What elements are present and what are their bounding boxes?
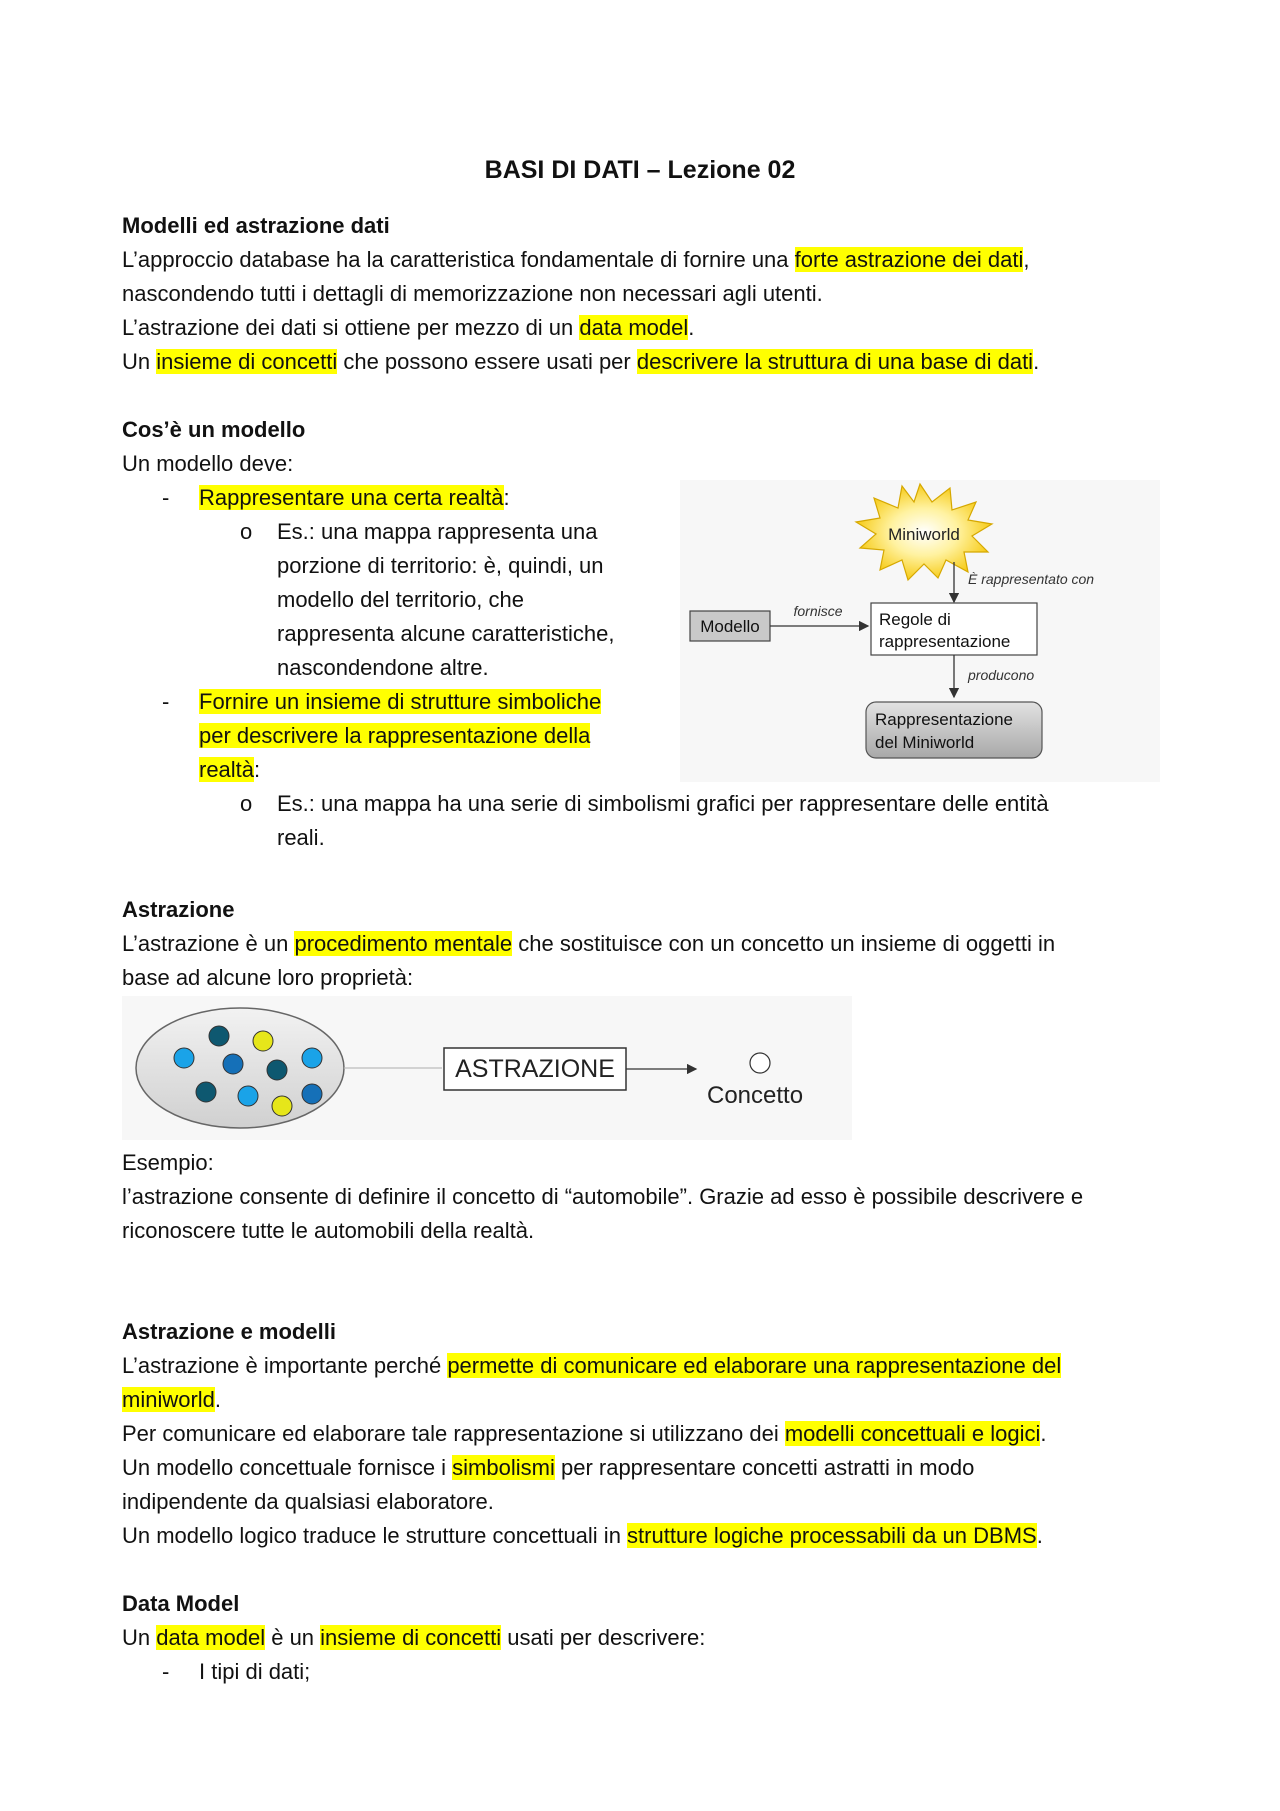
bullet-item-cont (199, 719, 590, 753)
sub-bullet-marker: o (240, 791, 253, 816)
text: Un modello concettuale fornisce i (122, 1455, 453, 1480)
highlighted-text: data model (156, 1625, 266, 1650)
highlighted-text: Fornire un insieme di strutture simboliche (199, 689, 602, 714)
producono-label: producono (968, 667, 1035, 683)
dash-bullet: - (162, 485, 170, 510)
abstraction-figure (122, 996, 852, 1140)
highlighted-text: insieme di concetti (320, 1625, 502, 1650)
paragraph-line (122, 243, 1029, 277)
text: per rappresentare concetti astratti in modo (554, 1455, 975, 1480)
abstraction-figure-svg (122, 996, 852, 1140)
paragraph-line (122, 1621, 705, 1655)
text: che possono essere usati per (337, 349, 637, 374)
object-dot (267, 1060, 287, 1080)
concept-circle (750, 1053, 770, 1073)
miniworld-label: Miniworld (888, 525, 960, 544)
sub-bullet-line: Es.: una mappa ha una serie di simbolismi grafici per rappresentare delle entità (277, 791, 1049, 816)
paragraph-line: riconoscere tutte le automobili della realtà. (122, 1218, 535, 1243)
heading-modelli-astrazione: Modelli ed astrazione dati (122, 213, 390, 238)
object-dot (302, 1048, 322, 1068)
highlighted-text: data model (579, 315, 689, 340)
object-dot (272, 1096, 292, 1116)
heading-astrazione: Astrazione (122, 897, 235, 922)
dash-bullet: - (162, 1659, 170, 1684)
paragraph-line (122, 1417, 1047, 1451)
object-dot (253, 1031, 273, 1051)
paragraph-line: indipendente da qualsiasi elaboratore. (122, 1489, 494, 1514)
highlighted-text: realtà (199, 757, 255, 782)
paragraph-line: nascondendo tutti i dettagli di memorizzazione non necessari agli utenti. (122, 281, 823, 306)
sub-bullet-marker: o (240, 519, 253, 544)
sub-bullet-line: nascondendone altre. (277, 655, 489, 680)
paragraph-line (122, 345, 1039, 379)
text: L’astrazione è un (122, 931, 295, 956)
text: Un (122, 1625, 157, 1650)
text: . (214, 1387, 222, 1412)
sub-bullet-line: Es.: una mappa rappresenta una (277, 519, 598, 544)
object-dot (223, 1054, 243, 1074)
bullet-item (199, 481, 510, 515)
fornisce-label: fornisce (793, 603, 843, 619)
text: , (1023, 247, 1030, 272)
text: è un (265, 1625, 321, 1650)
highlighted-text: descrivere la struttura di una base di dati (636, 349, 1034, 374)
paragraph-line: base ad alcune loro proprietà: (122, 965, 414, 990)
sub-bullet-line: reali. (277, 825, 325, 850)
paragraph-line (122, 1519, 1043, 1553)
paragraph-line (122, 1383, 221, 1417)
text: Un (122, 349, 157, 374)
concetto-label: Concetto (707, 1082, 804, 1109)
bullet-item: I tipi di dati; (199, 1659, 311, 1684)
paragraph-line: Esempio: (122, 1150, 214, 1175)
modello-label: Modello (700, 617, 760, 636)
highlighted-text: per descrivere la rappresentazione della (199, 723, 591, 748)
highlighted-text: insieme di concetti (156, 349, 338, 374)
paragraph-line: l’astrazione consente di definire il concetto di “automobile”. Grazie ad esso è possibile descrivere e (122, 1184, 1084, 1209)
object-dot (174, 1048, 194, 1068)
paragraph-line: Un modello deve: (122, 451, 294, 476)
text: Un modello logico traduce le strutture concettuali in (122, 1523, 628, 1548)
highlighted-text: procedimento mentale (294, 931, 513, 956)
text: . (1033, 349, 1040, 374)
highlighted-text: simbolismi (452, 1455, 555, 1480)
rappresentazione-label-1: Rappresentazione (875, 710, 1013, 729)
miniworld-diagram-svg (680, 480, 1160, 782)
heading-astrazione-e-modelli: Astrazione e modelli (122, 1319, 336, 1344)
bullet-item (199, 685, 601, 719)
highlighted-text: permette di comunicare ed elaborare una rappresentazione del (447, 1353, 1062, 1378)
object-dot (302, 1084, 322, 1104)
sub-bullet-line: rappresenta alcune caratteristiche, (277, 621, 615, 646)
heading-data-model: Data Model (122, 1591, 240, 1616)
text: : (254, 757, 261, 782)
bullet-item-cont (199, 753, 260, 787)
text: L’astrazione è importante perché (122, 1353, 448, 1378)
sub-bullet-line: porzione di territorio: è, quindi, un (277, 553, 604, 578)
page-title: BASI DI DATI – Lezione 02 (484, 156, 796, 184)
highlighted-text: modelli concettuali e logici (784, 1421, 1041, 1446)
highlighted-text: strutture logiche processabili da un DBMS (627, 1523, 1037, 1548)
text: . (1036, 1523, 1043, 1548)
text: usati per descrivere: (501, 1625, 706, 1650)
paragraph-line (122, 311, 694, 345)
text: Per comunicare ed elaborare tale rappresentazione si utilizzano dei (122, 1421, 785, 1446)
rappresentato-label: È rappresentato con (968, 571, 1095, 587)
text: L’approccio database ha la caratteristica fondamentale di fornire una (122, 247, 795, 272)
regole-label-2: rappresentazione (879, 632, 1011, 651)
highlighted-text: Rappresentare una certa realtà (199, 485, 504, 510)
object-dot (209, 1026, 229, 1046)
text: . (1040, 1421, 1047, 1446)
text: . (688, 315, 695, 340)
text: che sostituisce con un concetto un insieme di oggetti in (512, 931, 1056, 956)
rappresentazione-label-2: del Miniworld (875, 733, 975, 752)
paragraph-line (122, 927, 1055, 961)
paragraph-line (122, 1451, 974, 1485)
highlighted-text: forte astrazione dei dati (794, 247, 1024, 272)
regole-label-1: Regole di (879, 610, 951, 629)
highlighted-text: miniworld (122, 1387, 215, 1412)
object-dot (238, 1086, 258, 1106)
object-dot (196, 1082, 216, 1102)
sub-bullet-line: modello del territorio, che (277, 587, 525, 612)
text: L’astrazione dei dati si ottiene per mezzo di un (122, 315, 580, 340)
paragraph-line (122, 1349, 1061, 1383)
heading-cos-e-un-modello: Cos’è un modello (122, 417, 306, 442)
text: : (503, 485, 510, 510)
astrazione-label: ASTRAZIONE (455, 1055, 615, 1083)
miniworld-diagram (680, 480, 1160, 782)
dash-bullet: - (162, 689, 170, 714)
